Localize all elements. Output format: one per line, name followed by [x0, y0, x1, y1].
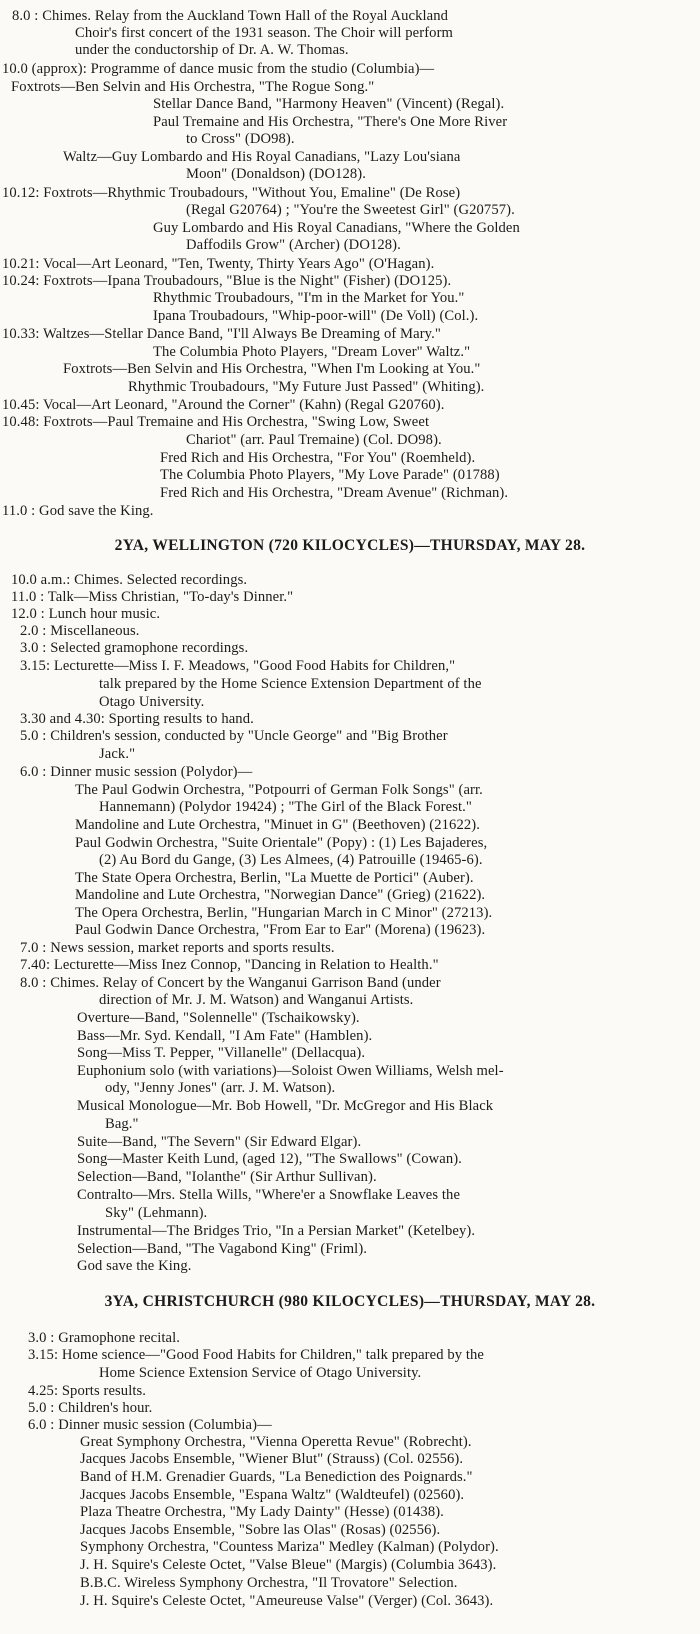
program-line: 5.0 : Children's hour.	[28, 1400, 153, 1416]
program-line: 8.0 : Chimes. Relay of Concert by the Wanganui Garrison Band (under	[20, 975, 441, 991]
program-line: The Paul Godwin Orchestra, "Potpourri of German Folk Songs" (arr.	[75, 782, 483, 798]
program-line: Bass—Mr. Syd. Kendall, "I Am Fate" (Hamblen).	[77, 1028, 373, 1044]
program-line: 3.0 : Selected gramophone recordings.	[20, 640, 249, 656]
program-line: 10.21: Vocal—Art Leonard, "Ten, Twenty, Thirty Years Ago" (O'Hagan).	[2, 256, 435, 272]
program-line: 10.0 (approx): Programme of dance music from the studio (Columbia)—	[2, 61, 435, 77]
program-line: J. H. Squire's Celeste Octet, "Ameureuse Valse" (Verger) (Col. 3643).	[80, 1593, 494, 1609]
program-line: Paul Godwin Dance Orchestra, "From Ear to Ear" (Morena) (19623).	[75, 922, 486, 938]
program-line: Chariot" (arr. Paul Tremaine) (Col. DO98).	[186, 432, 442, 448]
section-heading: 3YA, CHRISTCHURCH (980 KILOCYCLES)—THURSDAY, MAY 28.	[104, 1293, 596, 1310]
program-line: Fred Rich and His Orchestra, "For You" (Roemheld).	[160, 450, 476, 466]
program-line: Hannemann) (Polydor 19424) ; "The Girl of the Black Forest."	[99, 799, 472, 815]
program-line: 10.24: Foxtrots—Ipana Troubadours, "Blue is the Night" (Fisher) (DO125).	[2, 273, 452, 289]
program-line: Ipana Troubadours, "Whip-poor-will" (De Voll) (Col.).	[153, 308, 479, 324]
program-line: 8.0 : Chimes. Relay from the Auckland Town Hall of the Royal Auckland	[12, 8, 449, 24]
program-line: B.B.C. Wireless Symphony Orchestra, "Il Trovatore" Selection.	[80, 1575, 458, 1591]
program-line: 10.45: Vocal—Art Leonard, "Around the Corner" (Kahn) (Regal G20760).	[2, 397, 445, 413]
program-line: Moon" (Donaldson) (DO128).	[186, 166, 367, 182]
program-line: ody, "Jenny Jones" (arr. J. M. Watson).	[105, 1080, 336, 1096]
program-line: Bag."	[105, 1116, 139, 1132]
program-line: Daffodils Grow" (Archer) (DO128).	[186, 237, 401, 253]
program-line: Plaza Theatre Orchestra, "My Lady Dainty" (Hesse) (01438).	[80, 1504, 444, 1520]
program-line: 12.0 : Lunch hour music.	[11, 606, 161, 622]
program-line: Sky" (Lehmann).	[105, 1205, 208, 1221]
program-line: 10.0 a.m.: Chimes. Selected recordings.	[11, 572, 248, 588]
program-line: Paul Tremaine and His Orchestra, "There's One More River	[153, 114, 508, 130]
program-line: Song—Master Keith Lund, (aged 12), "The Swallows" (Cowan).	[77, 1151, 462, 1167]
program-line: Jacques Jacobs Ensemble, "Wiener Blut" (Strauss) (Col. 02556).	[80, 1451, 464, 1467]
program-line: Foxtrots—Ben Selvin and His Orchestra, "When I'm Looking at You."	[63, 361, 481, 377]
program-line: Musical Monologue—Mr. Bob Howell, "Dr. McGregor and His Black	[77, 1098, 494, 1114]
program-line: 6.0 : Dinner music session (Polydor)—	[20, 764, 253, 780]
program-line: Jacques Jacobs Ensemble, "Espana Waltz" (Waldteufel) (02560).	[80, 1487, 465, 1503]
program-line: 4.25: Sports results.	[28, 1383, 147, 1399]
program-line: 3.15: Lecturette—Miss I. F. Meadows, "Good Food Habits for Children,"	[20, 658, 456, 674]
program-line: 11.0 : God save the King.	[2, 503, 154, 519]
program-line: Jack."	[99, 746, 136, 762]
program-line: Mandoline and Lute Orchestra, "Norwegian Dance" (Grieg) (21622).	[75, 887, 486, 903]
program-line: direction of Mr. J. M. Watson) and Wanganui Artists.	[99, 992, 414, 1008]
program-line: 10.12: Foxtrots—Rhythmic Troubadours, "Without You, Emaline" (De Rose)	[2, 185, 461, 201]
program-line: Paul Godwin Orchestra, "Suite Orientale" (Popy) : (1) Les Bajaderes,	[75, 835, 488, 851]
program-line: Rhythmic Troubadours, "My Future Just Passed" (Whiting).	[128, 379, 485, 395]
program-line: 2.0 : Miscellaneous.	[20, 623, 140, 639]
program-line: The Columbia Photo Players, "Dream Lover" Waltz."	[153, 344, 471, 360]
program-line: Instrumental—The Bridges Trio, "In a Persian Market" (Ketelbey).	[77, 1223, 476, 1239]
program-line: Contralto—Mrs. Stella Wills, "Where'er a Snowflake Leaves the	[77, 1187, 461, 1203]
program-line: Waltz—Guy Lombardo and His Royal Canadians, "Lazy Lou'siana	[63, 149, 461, 165]
program-line: 7.40: Lecturette—Miss Inez Connop, "Dancing in Relation to Health."	[20, 957, 439, 973]
program-line: Stellar Dance Band, "Harmony Heaven" (Vincent) (Regal).	[153, 96, 505, 112]
program-line: (Regal G20764) ; "You're the Sweetest Girl" (G20757).	[186, 202, 515, 218]
program-line: Mandoline and Lute Orchestra, "Minuet in G" (Beethoven) (21622).	[75, 817, 480, 833]
program-line: Song—Miss T. Pepper, "Villanelle" (Dellacqua).	[77, 1045, 366, 1061]
program-line: Home Science Extension Service of Otago University.	[99, 1365, 422, 1381]
program-line: Selection—Band, "The Vagabond King" (Friml).	[77, 1241, 368, 1257]
program-line: 6.0 : Dinner music session (Columbia)—	[28, 1417, 272, 1433]
program-line: The Opera Orchestra, Berlin, "Hungarian March in C Minor" (27213).	[75, 905, 493, 921]
program-line: Euphonium solo (with variations)—Soloist Owen Williams, Welsh mel-	[77, 1063, 504, 1079]
section-heading: 2YA, WELLINGTON (720 KILOCYCLES)—THURSDAY, MAY 28.	[114, 537, 586, 554]
program-line: Otago University.	[99, 694, 205, 710]
program-line: Band of H.M. Grenadier Guards, "La Benediction des Poignards."	[80, 1469, 473, 1485]
program-line: The State Opera Orchestra, Berlin, "La Muette de Portici" (Auber).	[75, 870, 474, 886]
program-line: Overture—Band, "Solennelle" (Tschaikowsky).	[77, 1010, 360, 1026]
program-line: Symphony Orchestra, "Countess Mariza" Medley (Kalman) (Polydor).	[80, 1539, 499, 1555]
program-line: Foxtrots—Ben Selvin and His Orchestra, "The Rogue Song."	[11, 79, 375, 95]
program-line: 10.48: Foxtrots—Paul Tremaine and His Orchestra, "Swing Low, Sweet	[2, 414, 430, 430]
program-line: to Cross" (DO98).	[186, 131, 295, 147]
program-line: Guy Lombardo and His Royal Canadians, "Where the Golden	[153, 220, 520, 236]
program-line: Great Symphony Orchestra, "Vienna Operetta Revue" (Robrecht).	[80, 1434, 472, 1450]
program-line: Jacques Jacobs Ensemble, "Sobre las Olas" (Rosas) (02556).	[80, 1522, 441, 1538]
program-line: 5.0 : Children's session, conducted by "Uncle George" and "Big Brother	[20, 728, 448, 744]
program-line: Suite—Band, "The Severn" (Sir Edward Elgar).	[77, 1134, 362, 1150]
program-line: 3.0 : Gramophone recital.	[28, 1330, 181, 1346]
program-line: Rhythmic Troubadours, "I'm in the Market for You."	[153, 290, 465, 306]
program-line: 3.30 and 4.30: Sporting results to hand.	[20, 711, 254, 727]
program-line: 3.15: Home science—"Good Food Habits for Children," talk prepared by the	[28, 1347, 485, 1363]
program-line: The Columbia Photo Players, "My Love Parade" (01788)	[160, 467, 500, 483]
program-line: talk prepared by the Home Science Extension Department of the	[99, 676, 482, 692]
program-line: Selection—Band, "Iolanthe" (Sir Arthur Sullivan).	[77, 1169, 377, 1185]
program-line: God save the King.	[77, 1258, 192, 1274]
program-line: Choir's first concert of the 1931 season. The Choir will perform	[75, 25, 453, 41]
program-line: under the conductorship of Dr. A. W. Thomas.	[75, 42, 349, 58]
program-line: 11.0 : Talk—Miss Christian, "To-day's Dinner."	[11, 589, 294, 605]
program-line: J. H. Squire's Celeste Octet, "Valse Bleue" (Margis) (Columbia 3643).	[80, 1557, 497, 1573]
program-line: 7.0 : News session, market reports and sports results.	[20, 940, 335, 956]
program-line: (2) Au Bord du Gange, (3) Les Almees, (4) Patrouille (19465-6).	[99, 852, 483, 868]
program-line: Fred Rich and His Orchestra, "Dream Avenue" (Richman).	[160, 485, 509, 501]
program-line: 10.33: Waltzes—Stellar Dance Band, "I'll Always Be Dreaming of Mary."	[2, 326, 441, 342]
